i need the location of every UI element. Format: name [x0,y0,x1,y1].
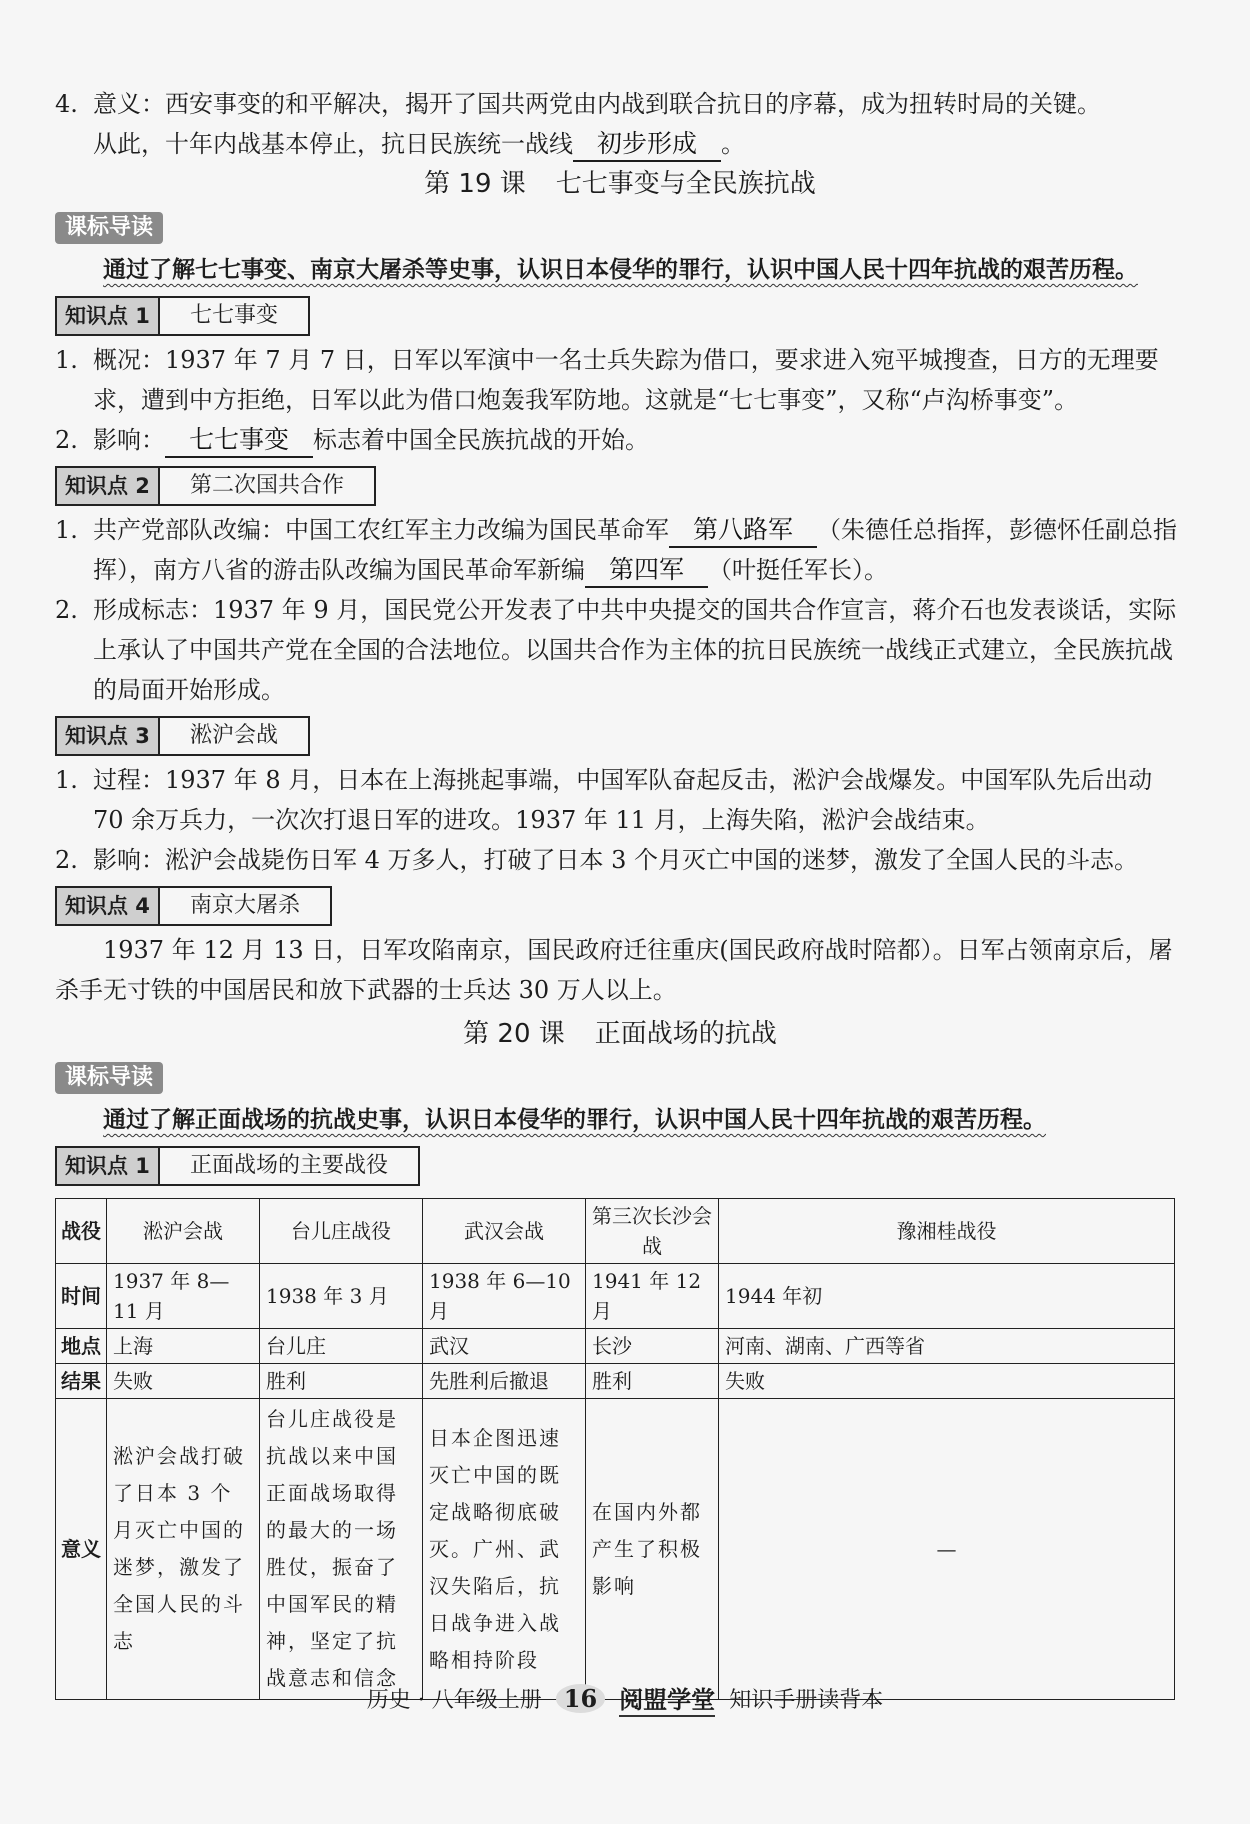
curriculum-guide-badge: 课标导读 [55,1062,163,1094]
footer-subject: 历史 · 八年级上册 [366,1688,542,1713]
list-item: 2. 形成标志：1937 年 9 月，国民党公开发表了中共中央提交的国共合作宣言，蒋介石也发表谈话，实际上承认了中国共产党在全国的合法地位。以国共合作为主体的抗日民族统一战线正式建立，全民族抗战的局面开始形成。 [55,596,1177,704]
page-number: 16 [556,1684,605,1713]
fill-answer: 初步形成 [573,128,721,162]
paragraph: 1937 年 12 月 13 日，日军攻陷南京，国民政府迁往重庆(国民政府战时陪都）。日军占领南京后，屠杀手无寸铁的中国居民和放下武器的士兵达 30 万人以上。 [55,936,1173,1004]
curriculum-guide-text: 通过了解七七事变、南京大屠杀等史事，认识日本侵华的罪行，认识中国人民十四年抗战的艰苦历程。 [103,257,1138,283]
list-item: 2. 影响：淞沪会战毙伤日军 4 万多人，打破了日本 3 个月灭亡中国的迷梦，激发了全国人民的斗志。 [55,846,1139,874]
table-row: 结果 失败 胜利 先胜利后撤退 胜利 失败 [56,1364,1175,1399]
table-row: 地点 上海 台儿庄 武汉 长沙 河南、湖南、广西等省 [56,1329,1175,1364]
knowledge-point-header: 知识点 1 七七事变 [55,296,310,336]
lesson-title: 第 19 课 七七事变与全民族抗战 [424,169,816,199]
list-item: 1. 过程：1937 年 8 月，日本在上海挑起事端，中国军队奋起反击，淞沪会战爆发。中国军队先后出动 70 余万兵力，一次次打退日军的进攻。1937 年 11 月，上海失陷，淞沪会战结束。 [55,766,1153,834]
table-row: 时间 1937 年 8—11 月 1938 年 3 月 1938 年 6—10 月 1941 年 12 月 1944 年初 [56,1264,1175,1329]
item-number: 4. [55,90,78,118]
knowledge-point-header: 知识点 3 淞沪会战 [55,716,310,756]
footer-tail: 知识手册读背本 [729,1688,884,1713]
item-text: 意义：西安事变的和平解决，揭开了国共两党由内战到联合抗日的序幕，成为扭转时局的关键。 从此，十年内战基本停止，抗日民族统一战线 初步形成 。 [93,84,1185,164]
brand-logo: 阅盟学堂 [619,1680,715,1717]
battles-table [55,1198,1175,1700]
knowledge-point-header: 知识点 4 南京大屠杀 [55,886,332,926]
list-item: 2. 影响： 七七事变 标志着中国全民族抗战的开始。 [55,420,1185,460]
curriculum-guide-text: 通过了解正面战场的抗战史事，认识日本侵华的罪行，认识中国人民十四年抗战的艰苦历程。 [103,1107,1046,1133]
lesson-title: 第 20 课 正面战场的抗战 [463,1019,777,1049]
curriculum-guide-badge: 课标导读 [55,212,163,244]
page-footer [0,1680,1250,1717]
list-item: 1. 概况：1937 年 7 月 7 日，日军以军演中一名士兵失踪为借口，要求进入宛平城搜查，日方的无理要求，遭到中方拒绝，日军以此为借口炮轰我军防地。这就是“七七事变”，又称“卢沟桥事变”。 [55,346,1159,414]
list-item: 1. 共产党部队改编：中国工农红军主力改编为国民革命军 第八路军 （朱德任总指挥，彭德怀任副总指挥），南方八省的游击队改编为国民革命军新编 第四军 （叶挺任军长）。 [55,510,1185,590]
fill-answer: 第八路军 [669,514,817,548]
fill-answer: 七七事变 [165,424,313,458]
knowledge-point-header: 知识点 2 第二次国共合作 [55,466,376,506]
content [55,84,1185,1700]
fill-answer: 第四军 [585,554,708,588]
table-row: 意义 淞沪会战打破了日本 3 个月灭亡中国的迷梦，激发了全国人民的斗志 台儿庄战役是抗战以来中国正面战场取得的最大的一场胜仗，振奋了中国军民的精神，坚定了抗战意志和信念 日本企图迅速灭亡中国的既定战略彻底破灭。广州、武汉失陷后，抗日战争进入战略相持阶段 在国内外都产生了积极影响 — [56,1399,1175,1700]
table-row: 战役 淞沪会战 台儿庄战役 武汉会战 第三次长沙会战 豫湘桂战役 [56,1199,1175,1264]
list-item [55,84,1185,164]
knowledge-point-header: 知识点 1 正面战场的主要战役 [55,1146,420,1186]
